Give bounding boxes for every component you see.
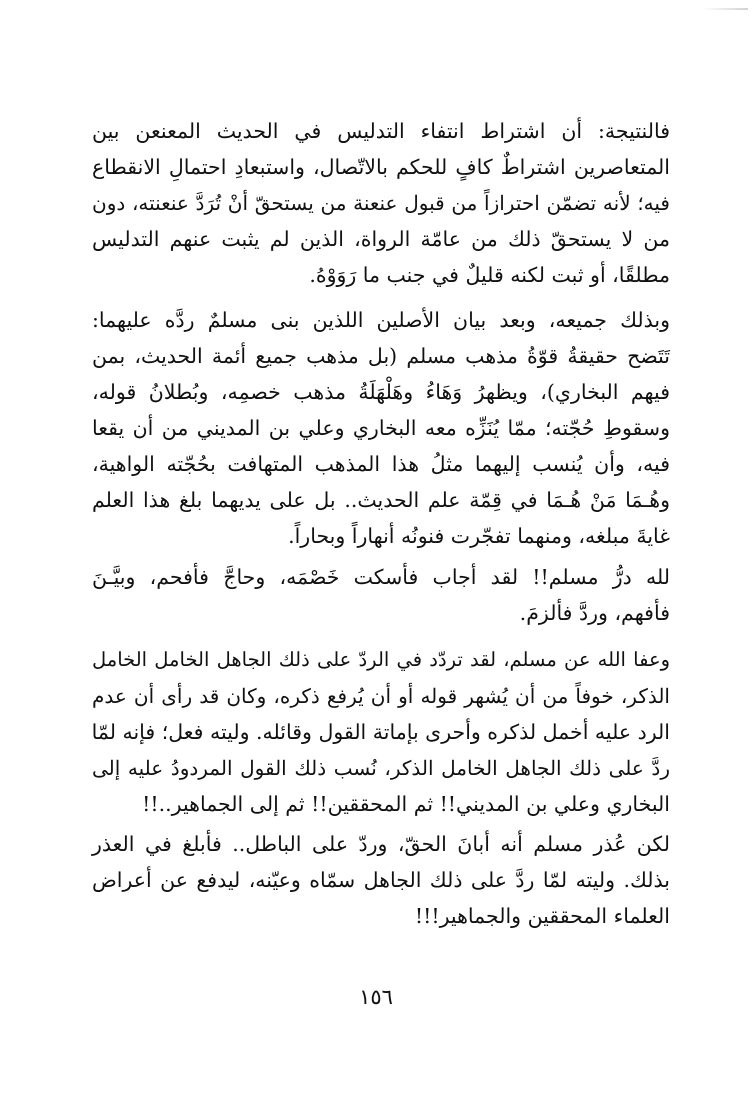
paragraph-5 (92, 826, 670, 934)
text-line: العلماء المحققين والجماهير!!! (414, 904, 670, 928)
text-line: غايةَ مبلغه، ومنهما تفجّرت فنونُه أنهاراً وبحاراً. (288, 524, 670, 548)
paragraph-2 (92, 302, 670, 554)
paragraph-1 (92, 113, 670, 293)
text-line: مطلقًا، أو ثبت لكنه قليلٌ في جنب ما رَوَوْهُ. (309, 263, 670, 287)
text-line: وسقوطِ حُجّته؛ ممّا يُنَزِّه معه البخاري وعلي بن المديني من أن يقعا (92, 416, 670, 440)
page-number: ١٥٦ (359, 985, 393, 1009)
text-line: فأفهم، وردَّ فألزمَ. (519, 601, 670, 625)
text-line: الذكر، خوفاً من أن يُشهر قوله أو أن يُرفع ذكره، وكان قد رأى أن عدم (92, 684, 670, 708)
text-line: الرد عليه أخمل لذكره وأحرى بإماتة القول وقائله. وليته فعل؛ فإنه لمّا (91, 720, 670, 744)
scan-artifact (702, 8, 748, 10)
paragraph-4 (92, 642, 670, 822)
text-line: لله درُّ مسلم!! لقد أجاب فأسكت خَصْمَه، وحاجَّ فأفحم، وبيَّـنَ (92, 565, 670, 589)
text-line: تَتَضح حقيقةُ قوّةُ مذهب مسلم (بل مذهب جميع أئمة الحديث، بمن (92, 344, 670, 368)
text-line: وعفا الله عن مسلم، لقد تردّد في الردّ على ذلك الجاهل الخامل الخامل (92, 648, 670, 671)
text-line: فالنتيجة: أن اشتراط انتفاء التدليس في الحديث المعنعن بين (92, 119, 670, 143)
text-line: من لا يستحقّ ذلك من عامّة الرواة، الذين لم يثبت عنهم التدليس (92, 227, 670, 251)
text-line: بذلك. وليته لمّا ردَّ على ذلك الجاهل سمّاه وعيّنه، ليدفع عن أعراض (92, 868, 670, 892)
text-line: وهُـمَا مَنْ هُـمَا في قِمّة علم الحديث.. بل على يديهما بلغ هذا العلم (92, 488, 670, 512)
text-line: فيهم البخاري)، ويظهرُ وَهَاءُ وهَلْهَلَةُ مذهب خصمِه، وبُطلانُ قوله، (92, 380, 670, 404)
text-line: وبذلك جميعه، وبعد بيان الأصلين اللذين بنى مسلمٌ ردَّه عليهما: (92, 308, 670, 332)
text-line: فيه؛ لأنه تضمّن احترازاً من قبول عنعنة من يستحقّ أنْ تُرَدَّ عنعنته، دون (92, 191, 670, 215)
text-line: المتعاصرين اشتراطٌ كافٍ للحكم بالاتّصال، واستبعادِ احتمالِ الانقطاع (92, 155, 670, 179)
text-line: البخاري وعلي بن المديني!! ثم المحققين!! ثم إلى الجماهير..!! (142, 792, 670, 816)
text-line: لكن عُذر مسلم أنه أبانَ الحقّ، وردّ على الباطل.. فأبلغ في العذر (92, 832, 670, 856)
paragraph-3 (92, 559, 670, 631)
text-line: ردَّ على ذلك الجاهل الخامل الذكر، نُسب ذلك القول المردودُ عليه إلى (92, 756, 670, 780)
text-line: فيه، وأن يُنسب إليهما مثلُ هذا المذهب المتهافت بحُجّته الواهية، (92, 452, 670, 476)
